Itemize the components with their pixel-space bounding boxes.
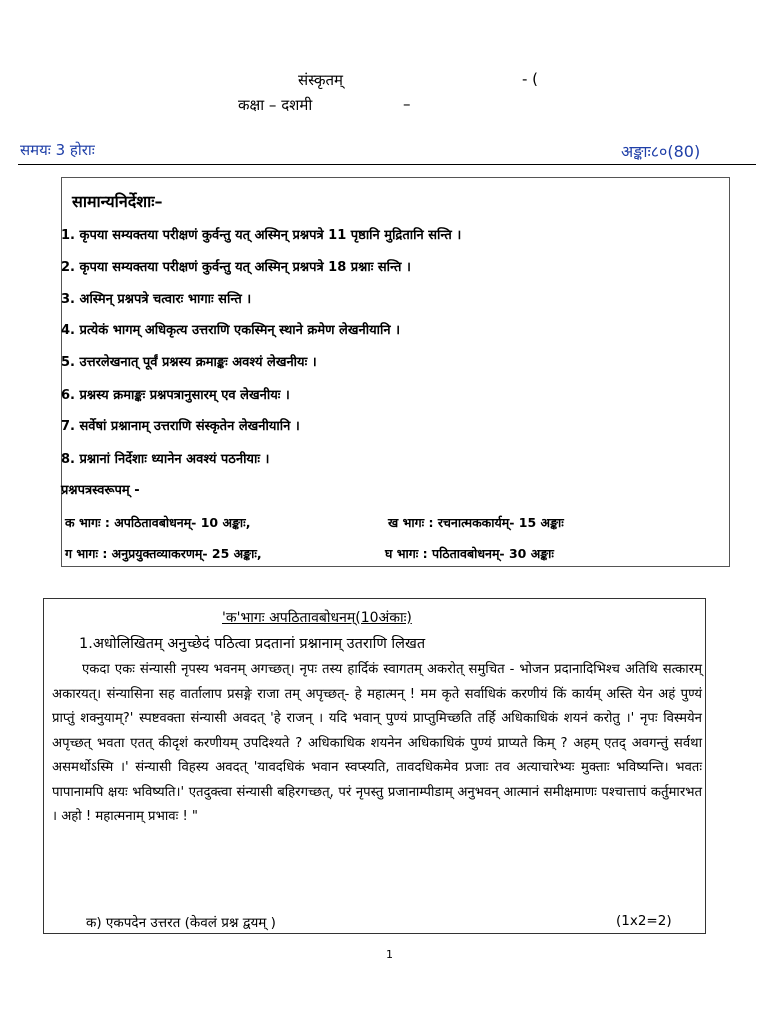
instruction-item: 5. उत्तरलेखनात् पूर्वं प्रश्नस्य क्रमाङ्कः अवश्यं लेखनीयः । — [61, 355, 317, 370]
instruction-item: 4. प्रत्येकं भागम् अधिकृत्य उत्तराणि एकस्मिन् स्थाने क्रमेण लेखनीयानि । — [61, 323, 401, 338]
passage-text: एकदा एकः संन्यासी नृपस्य भवनम् अगच्छत्। नृपः तस्य हार्दिकं स्वागतम् अकरोत् समुचित - भोजन प्रदानादिभिश्च अतिथि सत्कारम् अकारयत्। संन्यासिना सह वार्तालाप प्रसङ्गे राजा तम् अपृच्छत्- हे महात्मन् ! मम कृते सर्वाधिकं करणीयं किं कार्यम् अस्ति येन अहं पुण्यं प्राप्तुं शक्नुयाम्?' स्पष्टवक्ता संन्यासी अवदत् 'हे राजन् । यदि भवान् पुण्यं प्राप्तुमिच्छति तर्हि अधिकाधिकं शयनं करोतु ।' नृपः विस्मयेन अपृच्छत् भवता एतत् कीदृशं करणीयम् उपदिश्यते ? अधिकाधिक शयनेन अधिकाधिकं पुण्यं प्राप्यते किम् ? अहम् एतद् अवगन्तुं सर्वथा असमर्थोऽस्मि ।' संन्यासी विहस्य अवदत् 'यावदधिकं भवान स्वप्स्यति, तावदधिकमेव प्रजाः तव अत्याचारेभ्यः मुक्ताः भविष्यन्ति। भवतः पापानामपि क्षयः भविष्यति।' एतदुक्त्वा संन्यासी बहिरगच्छत्, परं नृपस्तु प्रजानाम्पीडाम् अनुभवन् आत्मानं समीक्षमाणः पश्चात्तापं कर्तुमारभत । अहो ! महात्मनाम् प्रभावः ! " — [52, 662, 702, 824]
instruction-item: 8. प्रश्नानां निर्देशाः ध्यानेन अवश्यं पठनीयाः । — [61, 452, 270, 467]
part-kha: ख भागः : रचनात्मककार्यम्- 15 अङ्काः — [388, 515, 564, 530]
class-dash: – — [403, 95, 411, 113]
instructions-title: सामान्यनिर्देशाः– — [72, 192, 163, 211]
instruction-item: 3. अस्मिन् प्रश्नपत्रे चत्वारः भागाः सन्ति । — [61, 292, 252, 307]
question-prompt: 1.अधोलिखितम् अनुच्छेदं पठित्वा प्रदतानां प्रश्नानाम् उतराणि लिखत — [79, 636, 426, 652]
reading-passage — [52, 658, 702, 830]
paper-format-label: प्रश्नपत्रस्वरूपम् - — [61, 483, 140, 498]
general-instructions-box — [61, 177, 730, 567]
instruction-item: 7. सर्वेषां प्रश्नानाम् उत्तराणि संस्कृतेन लेखनीयानि । — [61, 419, 300, 434]
instruction-item: 6. प्रश्नस्य क्रमाङ्कः प्रश्नपत्रानुसारम् एव लेखनीयः । — [61, 388, 290, 403]
header-divider — [18, 164, 756, 165]
subquestion-marks: (1x2=2) — [616, 913, 672, 929]
exam-marks: अङ्काः८०(80) — [621, 142, 701, 161]
part-ka: क भागः : अपठितावबोधनम्- 10 अङ्काः, — [65, 515, 251, 530]
subquestion-label: क) एकपदेन उत्तरत (केवलं प्रश्न द्वयम् ) — [86, 915, 276, 931]
class-label: कक्षा – दशमी — [238, 96, 313, 114]
part-gha: घ भागः : पठितावबोधनम्- 30 अङ्काः — [385, 546, 554, 561]
instruction-item: 2. कृपया सम्यक्तया परीक्षणं कुर्वन्तु यत् अस्मिन् प्रश्नपत्रे 18 प्रश्नाः सन्ति । — [61, 260, 411, 275]
section-a-title: 'क'भागः अपठितावबोधनम्(10अंकाः) — [222, 610, 412, 626]
exam-time: समयः 3 होराः — [20, 141, 95, 159]
subject-title: संस्कृतम् — [298, 71, 344, 89]
part-ga: ग भागः : अनुप्रयुक्तव्याकरणम्- 25 अङ्काः, — [65, 546, 262, 561]
section-a-box — [43, 598, 706, 934]
subject-suffix: - ( — [522, 70, 539, 88]
instruction-item: 1. कृपया सम्यक्तया परीक्षणं कुर्वन्तु यत् अस्मिन् प्रश्नपत्रे 11 पृष्ठानि मुद्रितानि सन्ति । — [61, 228, 462, 243]
page-number: 1 — [386, 948, 393, 961]
